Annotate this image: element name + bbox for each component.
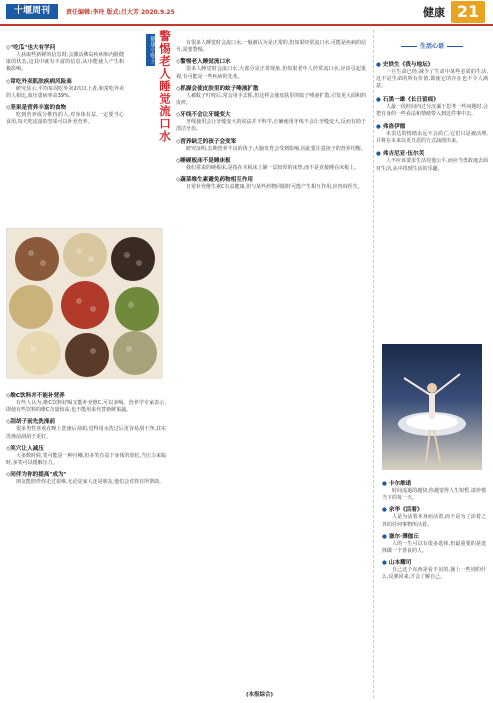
quote-body: 人是为活着本身而活着,而不是为了活着之外的任何事物所活着。 xyxy=(382,514,486,528)
article-heading: ◇抓握会使皮肤里的蚊子唾液扩散 xyxy=(176,85,259,92)
article-body: 很多人睡觉时会流口水,大部分是正常现象,但如果老年人经常流口水,应该引起重视,有可能是一些疾病的先兆。 xyxy=(176,66,366,80)
quote-heading: ● 余华《活着》 xyxy=(382,507,423,514)
article-body: 我们常说的硬板床,是指在木板床上铺一层较厚的床垫,而不是直接睡在床板上。 xyxy=(186,164,360,171)
article-body: 有很多人睡觉时会流口水,一般被认为是正常的,但如果经常流口水,可能是疾病的信号,需要警惕。 xyxy=(176,40,366,54)
article-body: 朋友能陪伴你走过艰难,无论是家人还是朋友,他们会对你有所帮助。 xyxy=(16,479,165,486)
quote-body: 自己这个东西是看不见的,撞上一些别的什么,反弹回来,才会了解自己。 xyxy=(382,567,486,581)
bullet-icon: ● xyxy=(376,62,381,68)
article-heading: ◇维C饮料并不能补营养 xyxy=(6,393,65,399)
quote-heading: ● 山本耀司 xyxy=(382,560,412,567)
quote-body: 未表达的情绪永远不会消亡,它们只是被活埋,并将在未来以更丑恶的方式涌现出来。 xyxy=(376,131,488,145)
quote-body: 时间流逝的越快,你越觉得人生短暂,请珍惜当下的每一天。 xyxy=(382,488,486,502)
sidebar-quotes-2 xyxy=(382,476,486,582)
newspaper-logo: 十堰周刊 xyxy=(6,4,58,19)
sidebar-title: 生活心语 xyxy=(382,41,482,50)
quote-body: 人最一段时间内过分沉湎于思考一些问题时,会把自身的一些看法和情绪带入到这件事中去。 xyxy=(376,103,488,117)
article-body: 日常补充维生素C有益健康,但与某些药物同服时可能产生相互作用,应咨询医生。 xyxy=(186,184,363,191)
banner-title: 警惕老人睡觉流口水 xyxy=(158,30,172,143)
quote-heading: ● 石黑一雄《长日留痕》 xyxy=(376,96,439,103)
beans-photo xyxy=(6,228,162,378)
article-body: 研究显示,平均每周吃外卖2次以上者,和常吃外卖的人相比,血压患病率高39%。 xyxy=(6,85,124,99)
quote-body: 一旦生命已经,减少了生命中某些必需的生活,这不是生命的所有价值,即使它的存在也不令人满意。 xyxy=(376,69,488,90)
article-heading: ◇同伴为你的提高"成为" xyxy=(6,472,67,479)
article-heading: ◇刮胡子前先洗澡前 xyxy=(6,419,56,426)
article-body: 大多数时候,笑可能是一种自嘲,但多笑有益于身体的放松,当压力来临时,多笑可以缓解压力。 xyxy=(6,452,166,467)
bullet-icon: ● xyxy=(376,96,381,103)
article-heading: ◇常吃外卖肌肤疾病风险高 xyxy=(6,78,72,85)
bullet-icon: ● xyxy=(376,124,381,131)
column-2 xyxy=(176,40,366,191)
quote-heading: ● 弗洛伊德 xyxy=(376,124,406,131)
section-title: 健康 xyxy=(423,6,445,19)
bullet-icon: ● xyxy=(376,151,381,158)
bullet-icon: ● xyxy=(382,533,387,540)
article-heading: ◇警惕老人睡觉流口水 xyxy=(176,59,231,66)
article-heading: ◇笑穴让人减压 xyxy=(6,445,44,452)
quote-body: 人不应该要求生活对他公平,而应当勇敢地去面对生活,从中找到生活的乐趣。 xyxy=(376,158,488,172)
column-1b xyxy=(6,388,166,486)
article-heading: ◇坚果是营养丰富的食物 xyxy=(6,105,67,112)
bullet-icon: ● xyxy=(382,507,387,514)
article-heading: ◇蔬菜维生素避免药物相互作用 xyxy=(176,177,254,184)
beans-illustration xyxy=(7,229,163,379)
article-body: 吃到营养成分维持的人,对身体有益,一定要当心食用,每天吃适量的坚果可以补充营养。 xyxy=(6,112,124,126)
banner-subtitle: 健康小贴士 xyxy=(146,34,155,66)
page-number: 21 xyxy=(451,1,485,23)
dancer-illustration xyxy=(382,344,482,470)
article-body: 很多男性喜欢在晚上洗澡后刮胡,觉得用水洗过后更容易刮干净,其实洗澡前刮胡子更好。 xyxy=(6,426,166,440)
editor-info: 责任编辑:李玲 版式:吕大芳 2020.9.25 xyxy=(66,9,175,16)
article-body: 人获取些新鲜的信息时,会激活胰岛疾病和内脏健康的状态,这其中就有丰富的信息,从中能使人产生积极影响。 xyxy=(6,52,124,73)
bullet-icon: ● xyxy=(382,481,387,487)
sidebar-quotes xyxy=(376,56,488,173)
quote-body: 人的一生可以有很多选择,但最重要的是选择做一个善良的人。 xyxy=(382,540,486,555)
article-heading: ◇牙线不会让牙缝变大 xyxy=(176,112,231,119)
bullet-icon: ● xyxy=(382,560,387,567)
ballet-dancer-painting xyxy=(382,344,482,470)
article-body: 牙线使用会让牙缝变大的说法并不科学,正确使用牙线不会让牙缝变大,反而有助于清洁牙齿。 xyxy=(176,119,366,133)
page-header xyxy=(0,0,493,26)
article-heading: ◇"吃瓜"也大有学问 xyxy=(6,45,56,51)
quote-heading: ● 史铁生《我与地坛》 xyxy=(376,62,434,68)
column-1 xyxy=(6,40,124,126)
article-heading: ◇营养缺乏的孩子会变笨 xyxy=(176,138,237,145)
quote-heading: ● 卡尔维诺 xyxy=(382,481,412,487)
article-heading: ◇睡硬板床不是睡床板 xyxy=(176,157,231,164)
article-body: 有些人认为,维C饮料好喝又能补充维C,可以多喝。营养学专家表示,即使有些饮料的维C含量较高,也不能用来代替新鲜果蔬。 xyxy=(6,400,166,414)
article-body: 研究证明,长期营养不良的孩子,大脑发育会受到影响,因此要注意孩子的营养均衡。 xyxy=(186,145,366,152)
article-body: 人被蚊子叮咬后,常会用手去抓,但这样会使皮肤里的蚊子唾液扩散,引发更大面积的皮疹。 xyxy=(176,92,366,107)
quote-heading: ● 塞尔·薄伽丘 xyxy=(382,533,419,540)
source-note: (本报综合) xyxy=(246,692,274,698)
quote-heading: ● 弗吉尼亚·伍尔芙 xyxy=(376,151,425,158)
